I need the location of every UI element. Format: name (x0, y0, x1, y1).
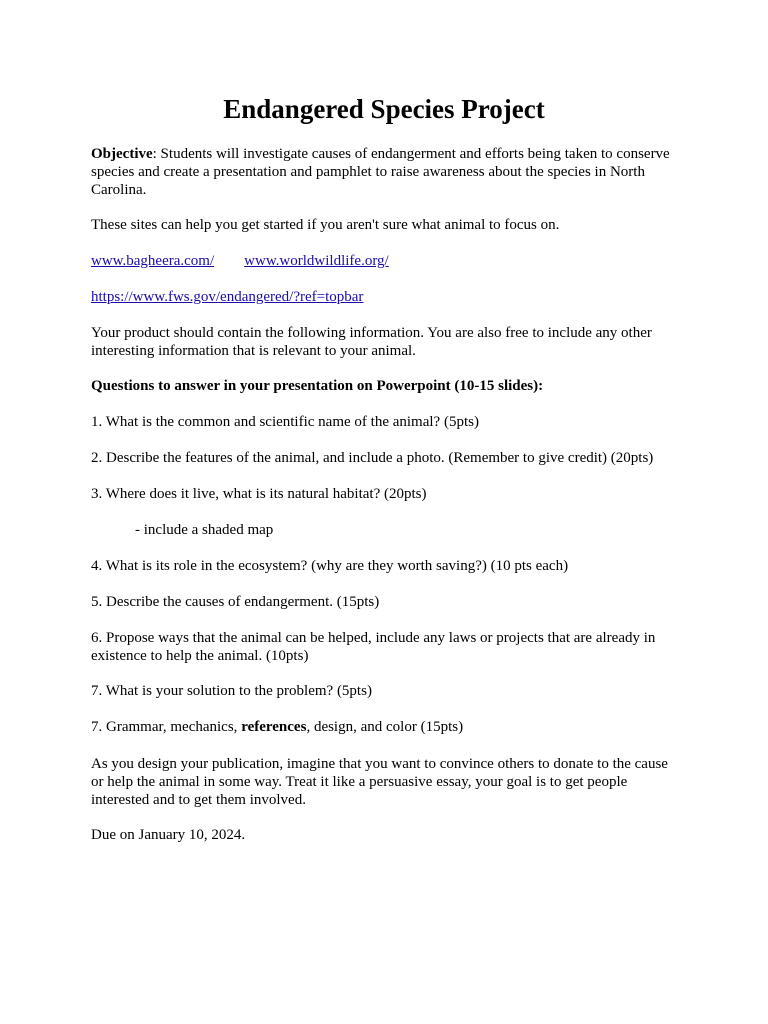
link-fws-paragraph (91, 288, 681, 306)
link-worldwildlife[interactable]: www.worldwildlife.org/ (244, 253, 389, 269)
question-1: 1. What is the common and scientific name of the animal? (5pts) (91, 414, 479, 430)
question-4: 4. What is its role in the ecosystem? (why are they worth saving?) (10 pts each) (91, 558, 569, 574)
question-3: 3. Where does it live, what is its natural habitat? (20pts) (91, 486, 427, 502)
sites-intro: These sites can help you get started if you aren't sure what animal to focus on. (91, 217, 560, 233)
link-bagheera[interactable]: www.bagheera.com/ (91, 253, 215, 269)
question-7: 7. What is your solution to the problem? (5pts) (91, 683, 372, 699)
product-info: Your product should contain the following information. You are also free to include any other interesting information that is relevant to your animal. (91, 325, 652, 359)
objective-paragraph (91, 145, 681, 199)
questions-heading (91, 377, 681, 395)
question-grammar (91, 718, 681, 736)
due-date: Due on January 10, 2024. (91, 827, 246, 843)
questions-heading-text: Questions to answer in your presentation on Powerpoint (10-15 slides): (91, 378, 544, 394)
question-5: 5. Describe the causes of endangerment. (15pts) (91, 594, 380, 610)
closing-paragraph: As you design your publication, imagine that you want to convince others to donate to the cause or help the animal in some way. Treat it like a persuasive essay, your goal is to get people interested and to get them involved. (91, 756, 668, 808)
question-2: 2. Describe the features of the animal, and include a photo. (Remember to give credit) (20pts) (91, 450, 654, 466)
grammar-bold: references (241, 719, 307, 735)
link-fws[interactable]: https://www.fws.gov/endangered/?ref=topbar (91, 289, 364, 305)
objective-label: Objective (91, 146, 153, 162)
links-row (91, 252, 681, 270)
grammar-prefix: 7. Grammar, mechanics, (91, 719, 242, 735)
objective-text: : Students will investigate causes of endangerment and efforts being taken to conserve species and create a presentation and pamphlet to raise awareness about the species in North Carolina. (91, 146, 670, 198)
grammar-suffix: , design, and color (15pts) (306, 719, 464, 735)
page-title: Endangered Species Project (223, 94, 545, 124)
question-3-subitem: - include a shaded map (135, 522, 274, 538)
question-6: 6. Propose ways that the animal can be helped, include any laws or projects that are already in existence to help the animal. (10pts) (91, 630, 656, 664)
